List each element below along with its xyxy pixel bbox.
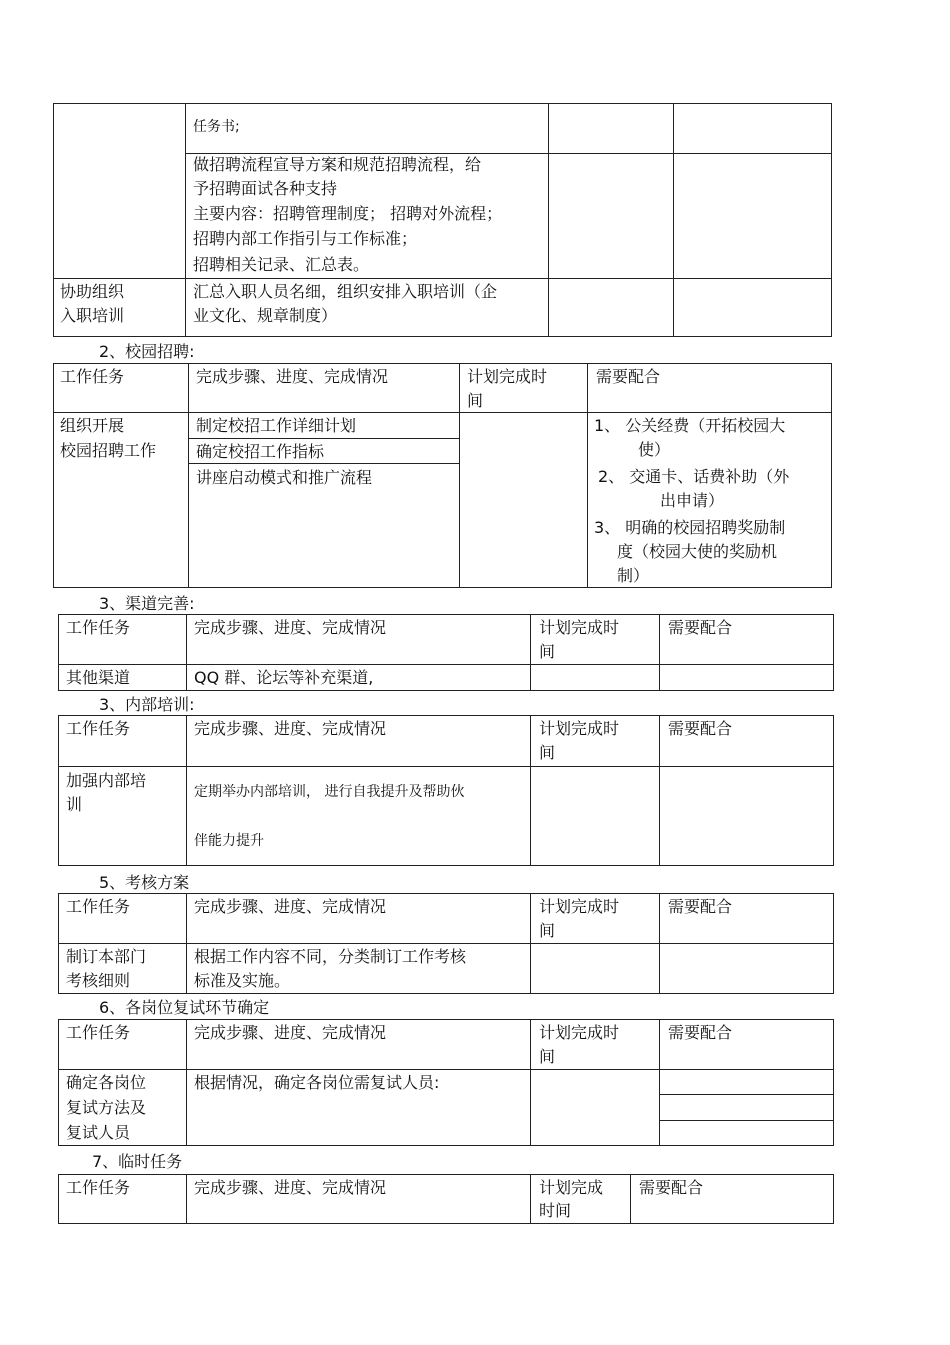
- table-divider: [53, 412, 832, 413]
- header-task: 工作任务: [66, 1023, 131, 1042]
- header-cooperation: 需要配合: [596, 367, 661, 386]
- second-interview-steps: 根据情况，确定各岗位需复试人员:: [194, 1073, 440, 1092]
- header-steps: 完成步骤、进度、完成情况: [194, 897, 387, 916]
- channels-task: 其他渠道: [66, 668, 131, 687]
- table-divider: [58, 664, 834, 665]
- table-divider: [188, 363, 189, 588]
- table-divider: [659, 614, 660, 691]
- table-divider: [185, 103, 186, 337]
- table-divider: [58, 1069, 834, 1070]
- campus-step: 确定校招工作指标: [196, 442, 325, 461]
- table-divider: [530, 1174, 531, 1224]
- table-divider: [186, 715, 187, 866]
- table-temporary-tasks: [58, 1174, 834, 1224]
- header-steps: 完成步骤、进度、完成情况: [194, 618, 387, 637]
- table-divider: [530, 893, 531, 994]
- section-title-channels: 3、渠道完善:: [99, 594, 195, 613]
- table-divider: [58, 943, 834, 944]
- header-cooperation: 需要配合: [668, 1023, 733, 1042]
- table-divider: [186, 1019, 187, 1146]
- section-title-assessment: 5、考核方案: [99, 873, 190, 892]
- table-divider: [186, 893, 187, 994]
- section-title-temporary-tasks: 7、临时任务: [92, 1152, 183, 1171]
- table-divider: [548, 103, 549, 337]
- header-cooperation: 需要配合: [639, 1178, 704, 1197]
- table-divider: [659, 1094, 834, 1095]
- header-cooperation: 需要配合: [668, 618, 733, 637]
- table-divider: [530, 715, 531, 866]
- table-divider: [186, 1174, 187, 1224]
- header-task: 工作任务: [66, 1178, 131, 1197]
- header-task: 工作任务: [66, 618, 131, 637]
- task-book-text: 任务书;: [193, 119, 240, 135]
- table-divider: [459, 363, 460, 588]
- table-divider: [659, 1120, 834, 1121]
- header-task: 工作任务: [66, 719, 131, 738]
- table-divider: [188, 438, 459, 439]
- header-steps: 完成步骤、进度、完成情况: [194, 719, 387, 738]
- header-task: 工作任务: [66, 897, 131, 916]
- table-divider: [587, 363, 588, 588]
- table-divider: [659, 1019, 660, 1146]
- table-divider: [659, 715, 660, 866]
- header-steps: 完成步骤、进度、完成情况: [194, 1178, 387, 1197]
- table-divider: [58, 766, 834, 767]
- section-title-campus: 2、校园招聘:: [99, 342, 195, 361]
- header-steps: 完成步骤、进度、完成情况: [196, 367, 389, 386]
- campus-step: 制定校招工作详细计划: [196, 416, 357, 435]
- table-divider: [630, 1174, 631, 1224]
- header-cooperation: 需要配合: [668, 897, 733, 916]
- table-divider: [53, 278, 832, 279]
- table-divider: [530, 614, 531, 691]
- channels-steps: QQ 群、论坛等补充渠道,: [194, 668, 374, 687]
- section-title-internal-training: 3、内部培训:: [99, 695, 195, 714]
- table-divider: [530, 1019, 531, 1146]
- section-title-second-interview: 6、各岗位复试环节确定: [99, 998, 270, 1017]
- table-divider: [186, 614, 187, 691]
- campus-step: 讲座启动模式和推广流程: [196, 468, 373, 487]
- header-task: 工作任务: [60, 367, 125, 386]
- table-divider: [673, 103, 674, 337]
- header-cooperation: 需要配合: [668, 719, 733, 738]
- header-steps: 完成步骤、进度、完成情况: [194, 1023, 387, 1042]
- table-divider: [659, 893, 660, 994]
